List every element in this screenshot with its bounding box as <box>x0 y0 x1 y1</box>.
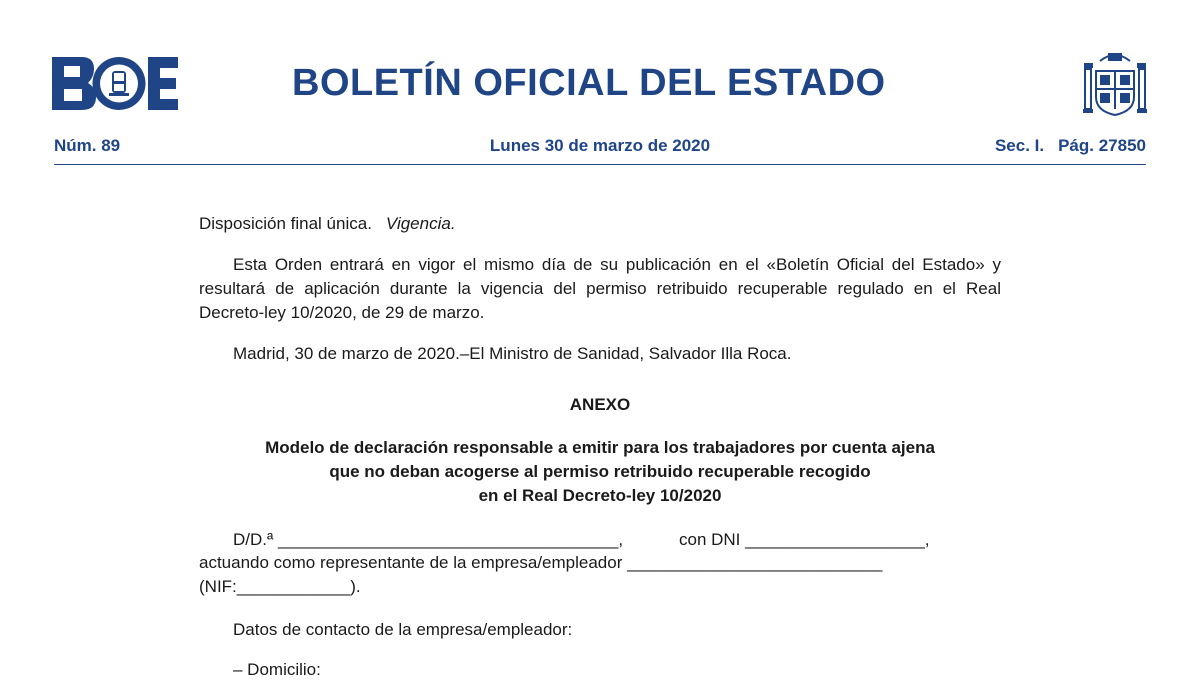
model-title-line: Modelo de declaración responsable a emitir para los trabajadores por cuenta ajena <box>265 438 935 457</box>
form-line-nif: (NIF:____________). <box>199 577 361 596</box>
paragraph-entry-into-force: Esta Orden entrará en vigor el mismo día de su publicación en el «Boletín Oficial del Estado» y resultará de aplicación durante la vigencia del permiso retribuido recuperable regulado en el Real Decreto-ley 10/2020, de 29 de marzo. <box>199 255 1001 322</box>
page-number: Pág. 27850 <box>1058 136 1146 155</box>
issue-number: Núm. 89 <box>54 136 121 155</box>
form-dni-field: con DNI ___________________, <box>679 530 930 549</box>
issue-date: Lunes 30 de marzo de 2020 <box>489 136 711 155</box>
form-line-name-dni <box>233 528 1001 552</box>
masthead-title: BOLETÍN OFICIAL DEL ESTADO <box>292 62 886 104</box>
final-provision-heading <box>199 212 1001 236</box>
coat-of-arms-icon <box>1082 47 1148 119</box>
final-provision-title: Vigencia. <box>385 214 456 233</box>
model-title <box>199 436 1001 508</box>
final-provision-label: Disposición final única. <box>199 214 372 233</box>
header-rule <box>54 164 1146 165</box>
header-meta-row <box>54 136 1146 158</box>
contact-item-address: – Domicilio: <box>233 660 321 679</box>
document-header <box>0 0 1200 170</box>
model-title-line: en el Real Decreto-ley 10/2020 <box>478 486 722 505</box>
model-title-line: que no deban acogerse al permiso retribuido recuperable recogido <box>329 462 871 481</box>
form-line-representative: actuando como representante de la empresa/empleador ___________________________ <box>199 553 883 572</box>
form-name-field: D/D.ª ____________________________________, <box>233 530 624 549</box>
contact-heading: Datos de contacto de la empresa/empleador: <box>233 620 573 639</box>
boe-logo <box>52 57 178 110</box>
annex-heading: ANEXO <box>569 395 631 414</box>
section-label: Sec. I. <box>994 136 1045 155</box>
paragraph-signature: Madrid, 30 de marzo de 2020.–El Ministro de Sanidad, Salvador Illa Roca. <box>233 344 792 363</box>
section-page <box>995 136 1146 156</box>
